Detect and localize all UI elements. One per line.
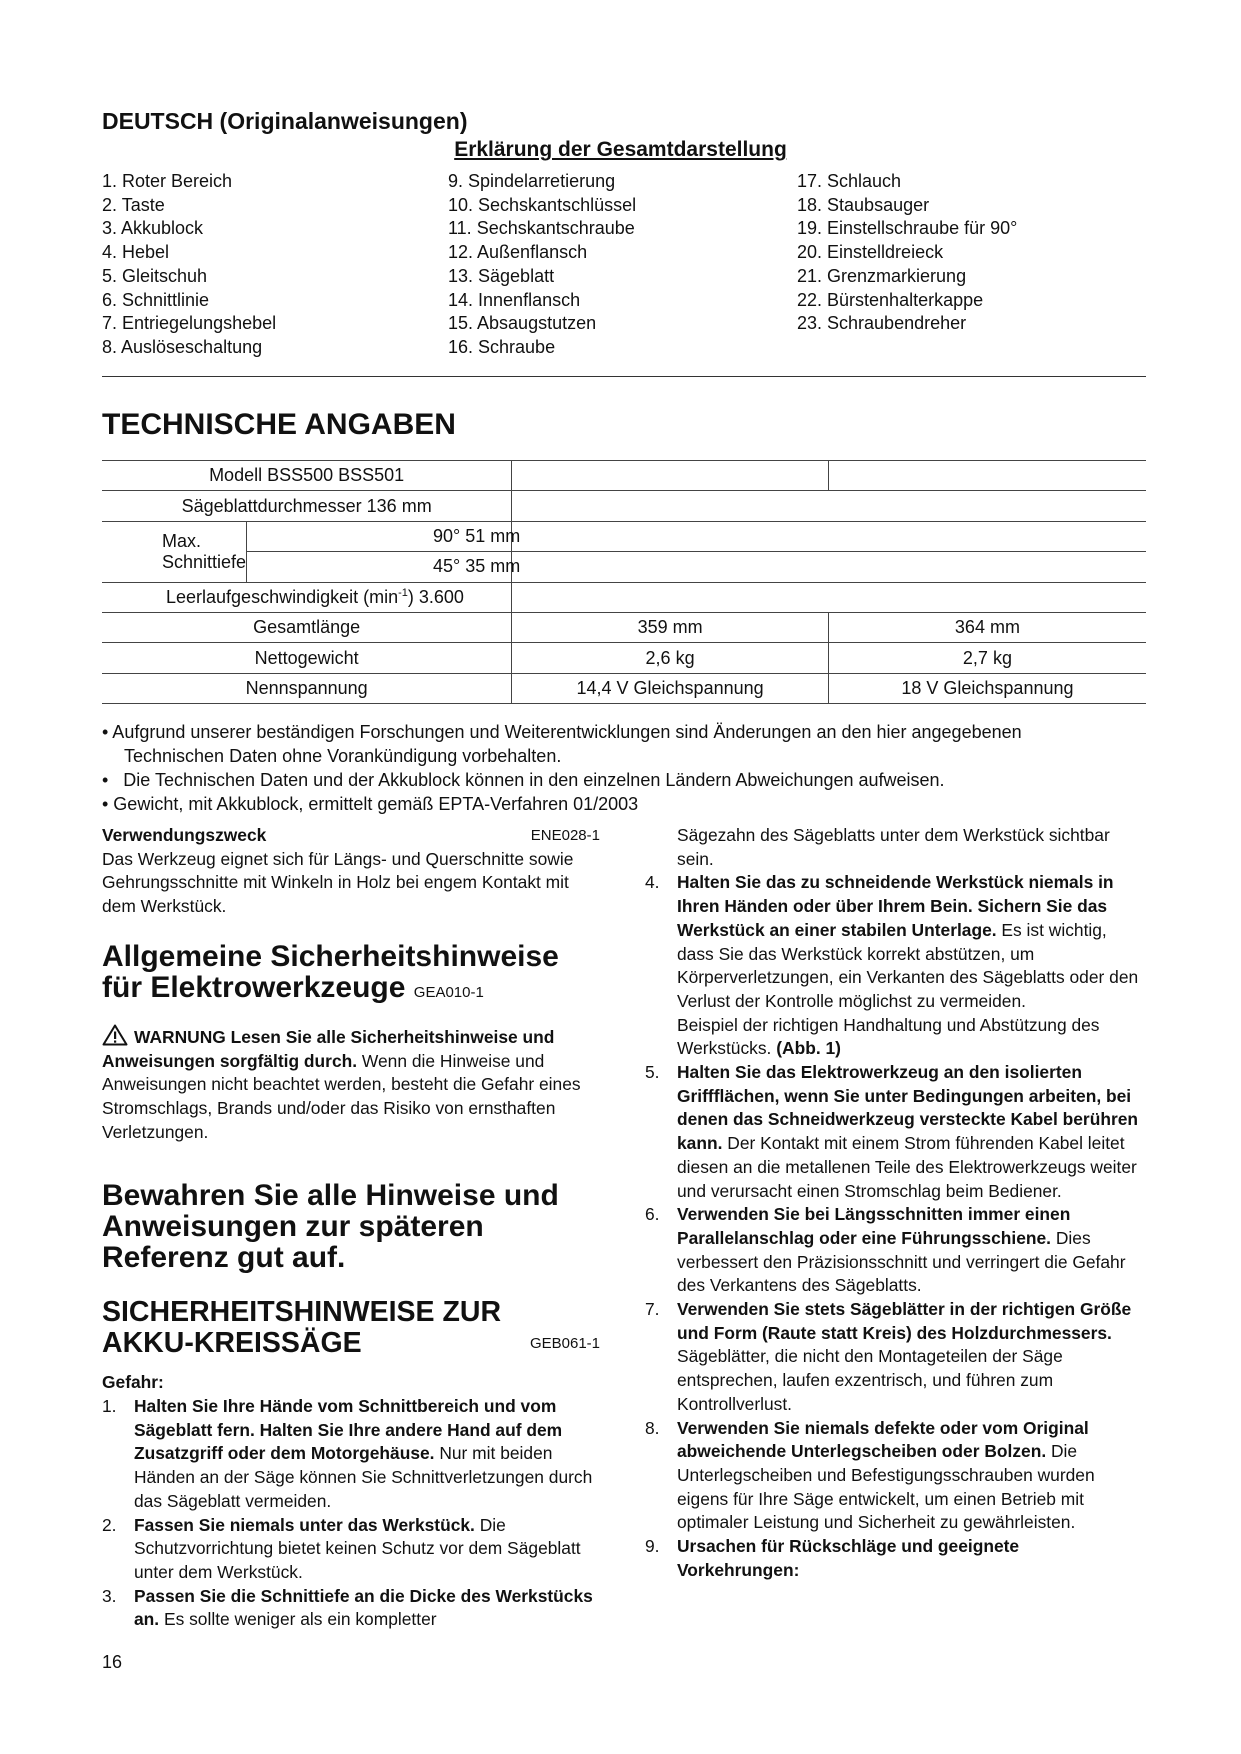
table-cell: Nettogewicht — [102, 643, 512, 673]
table-cell: Modell BSS500 BSS501 — [102, 461, 512, 491]
speed-unit-sup: -1 — [398, 586, 408, 599]
item-number: 5. — [645, 1062, 660, 1083]
table-row — [102, 552, 1146, 582]
overview-column-2 — [448, 170, 636, 360]
section-divider — [102, 376, 1146, 377]
item-bold: Halten Sie das zu schneidende Werkstück niemals in Ihren Händen oder über Ihrem Bein. Sichern Sie das Werkstück an einer stabilen Unterlage. — [677, 872, 1114, 940]
table-cell: Max. Schnittiefe — [102, 521, 247, 582]
warning-bold: WARNUNG Lesen Sie alle Sicherheitshinweise und Anweisungen sorgfältig durch. — [102, 1026, 555, 1071]
list-item: 3. Akkublock — [102, 218, 204, 239]
keep-instructions-heading: Bewahren Sie alle Hinweise und Anweisungen zur späteren Referenz gut auf. — [102, 1179, 559, 1275]
table-cell: Sägeblattdurchmesser 136 mm — [102, 491, 512, 521]
list-item — [645, 1298, 1145, 1417]
table-cell — [102, 582, 512, 612]
list-item — [102, 1514, 600, 1585]
table-cell: 359 mm — [512, 612, 829, 642]
right-column — [645, 824, 1145, 1583]
item-number: 9. — [645, 1536, 660, 1557]
list-item — [645, 871, 1145, 1013]
continued-text: Sägezahn des Sägeblatts unter dem Werkstück sichtbar sein. — [677, 825, 1110, 869]
table-row — [102, 491, 1146, 521]
list-item — [645, 1417, 1145, 1536]
list-item: 13. Sägeblatt — [448, 265, 555, 286]
item-bold: Fassen Sie niemals unter das Werkstück. — [134, 1514, 475, 1535]
table-row — [102, 612, 1146, 642]
danger-label: Gefahr: — [102, 1372, 164, 1393]
general-safety-code: GEA010-1 — [413, 983, 484, 1001]
note: Technischen Daten ohne Vorankündigung vorbehalten. — [124, 746, 562, 766]
list-item: 17. Schlauch — [797, 171, 902, 191]
item-number: 3. — [102, 1585, 117, 1606]
item-number: 8. — [645, 1417, 660, 1438]
list-item: 15. Absaugstutzen — [448, 313, 597, 334]
list-item: 7. Entriegelungshebel — [102, 313, 277, 334]
list-item: 12. Außenflansch — [448, 242, 588, 263]
general-safety-heading: Allgemeine Sicherheitshinweise — [102, 939, 559, 973]
item-bold: Verwenden Sie niemals defekte oder vom Original abweichende Unterlegscheiben oder Bolzen. — [677, 1417, 1089, 1462]
item-number: 1. — [102, 1396, 117, 1417]
item-number: 2. — [102, 1514, 117, 1535]
warning-text: Wenn die Hinweise und Anweisungen nicht beachtet werden, besteht die Gefahr eines Stromschlags, Brands und/oder das Risiko von ernsthaften Verletzungen. — [102, 1050, 581, 1142]
table-cell — [512, 461, 829, 491]
speed-label: Leerlaufgeschwindigkeit (min — [166, 586, 399, 607]
list-item — [645, 1203, 1145, 1298]
table-row — [102, 461, 1146, 491]
overview-column-1 — [102, 170, 276, 360]
item-text: Es sollte weniger als ein kompletter — [159, 1609, 437, 1630]
saw-safety-heading-2: AKKU-KREISSÄGE — [102, 1327, 362, 1360]
table-row — [102, 643, 1146, 673]
item-text: Sägeblätter, die nicht den Montageteilen der Säge entsprechen, laufen exzentrisch, und führen zum Kontrollverlust. — [677, 1346, 1063, 1414]
item-number: 7. — [645, 1299, 660, 1320]
item-bold: Halten Sie Ihre Hände vom Schnittbereich und vom Sägeblatt fern. Halten Sie Ihre andere Hand auf dem Zusatzgriff oder dem Motorgehäuse. — [134, 1396, 563, 1464]
table-cell: 2,7 kg — [828, 643, 1146, 673]
left-column — [102, 824, 600, 1632]
specs-table — [102, 460, 1146, 704]
list-item — [102, 1585, 600, 1632]
list-item: 18. Staubsauger — [797, 194, 930, 215]
table-cell — [247, 521, 521, 551]
table-row — [102, 582, 1146, 612]
item-bold: Halten Sie das Elektrowerkzeug an den isolierten Griffflächen, wenn Sie unter Bedingungen arbeiten, bei denen das Schneidwerkzeug versteckte Kabel berühren kann. — [677, 1062, 1139, 1154]
table-cell: Gesamtlänge — [102, 612, 512, 642]
item-text: Dies verbessert den Präzisionsschnitt und verringert die Gefahr des Verkantens des Sägeblatts. — [677, 1227, 1126, 1296]
item-text: Beispiel der richtigen Handhaltung und Abstützung des Werkstücks. — [677, 1014, 1100, 1059]
table-cell — [247, 552, 521, 582]
speed-value: ) 3.600 — [407, 586, 464, 607]
list-item: 20. Einstelldreieck — [797, 242, 944, 263]
list-item — [102, 1395, 600, 1514]
list-item: 5. Gleitschuh — [102, 265, 208, 286]
item-text: Die Unterlegscheiben und Befestigungsschrauben wurden eigens für Ihre Säge entwickelt, um einen Betrieb mit optimaler Leistung und Sicherheit zu gewährleisten. — [677, 1441, 1095, 1533]
table-cell — [512, 582, 1146, 612]
item-text: Die Schutzvorrichtung bietet keinen Schutz vor dem Sägeblatt unter dem Werkstück. — [134, 1514, 581, 1582]
table-cell: 2,6 kg — [512, 643, 829, 673]
note: • Gewicht, mit Akkublock, ermittelt gemäß EPTA-Verfahren 01/2003 — [102, 794, 639, 814]
saw-safety-code: GEB061-1 — [529, 1334, 600, 1352]
item-number: 6. — [645, 1204, 660, 1225]
saw-safety-heading: SICHERHEITSHINWEISE ZUR — [102, 1296, 502, 1329]
list-item: 11. Sechskantschraube — [448, 218, 635, 239]
list-item: 1. Roter Bereich — [102, 171, 233, 191]
cut-90-value: 90° 51 mm — [433, 525, 521, 546]
general-safety-heading-2 — [102, 972, 600, 1008]
item-text: Nur mit beiden Händen an der Säge können Sie Schnittverletzungen durch das Sägeblatt vermeiden. — [134, 1443, 593, 1511]
note: • Die Technischen Daten und der Akkublock können in den einzelnen Ländern Abweichungen aufweisen. — [102, 770, 945, 790]
item-number: 4. — [645, 872, 660, 893]
use-text: Das Werkzeug eignet sich für Längs- und Querschnitte sowie Gehrungsschnitte mit Winkeln in Holz bei engem Kontakt mit dem Werkstück. — [102, 848, 574, 917]
table-cell: 18 V Gleichspannung — [828, 673, 1146, 703]
table-cell — [512, 491, 1146, 521]
table-cell — [512, 552, 1146, 582]
specs-heading: TECHNISCHE ANGABEN — [102, 408, 456, 441]
item-bold: Verwenden Sie stets Sägeblätter in der richtigen Größe und Form (Raute statt Kreis) des Holzdurchmessers. — [677, 1299, 1132, 1343]
list-item: 21. Grenzmarkierung — [797, 265, 967, 286]
table-cell — [828, 461, 1146, 491]
list-item: 6. Schnittlinie — [102, 289, 210, 310]
table-cell: 14,4 V Gleichspannung — [512, 673, 829, 703]
list-item: 8. Auslöseschaltung — [102, 336, 263, 357]
list-item: 19. Einstellschraube für 90° — [797, 218, 1018, 239]
list-item: 4. Hebel — [102, 242, 170, 263]
item-bold: Ursachen für Rückschläge und geeignete Vorkehrungen: — [677, 1536, 1020, 1580]
language-title: DEUTSCH (Originalanweisungen) — [102, 108, 468, 134]
item-text: Es ist wichtig, dass Sie das Werkstück korrekt abstützen, um Körperverletzungen, ein Verkanten des Sägeblatts oder den Verlust der Kontrolle möglichst zu vermeiden. — [677, 919, 1139, 1011]
list-item: 9. Spindelarretierung — [448, 171, 616, 191]
list-item: 14. Innenflansch — [448, 289, 581, 310]
warning-paragraph — [102, 1024, 600, 1145]
item-bold: Passen Sie die Schnittiefe an die Dicke des Werkstücks an. — [134, 1585, 593, 1630]
page-number: 16 — [102, 1652, 123, 1672]
table-cell: Nennspannung — [102, 673, 512, 703]
use-code: ENE028-1 — [530, 827, 600, 844]
list-item: 16. Schraube — [448, 336, 556, 357]
list-item: 23. Schraubendreher — [797, 313, 967, 334]
note: • Aufgrund unserer beständigen Forschungen und Weiterentwicklungen sind Änderungen an den hier angegebenen — [102, 722, 1022, 742]
figure-reference — [645, 1014, 1145, 1061]
item-text: Der Kontakt mit einem Strom führenden Kabel leitet diesen an die metallenen Teile des Elektrowerkzeugs weiter und verursacht einen Stromschlag beim Bediener. — [677, 1133, 1137, 1201]
spec-notes — [102, 720, 1146, 816]
table-cell — [512, 521, 1146, 551]
cut-45-value: 45° 35 mm — [433, 556, 521, 577]
general-safety-heading-text: für Elektrowerkzeuge — [102, 970, 406, 1004]
item-bold: Verwenden Sie bei Längsschnitten immer einen Parallelanschlag oder eine Führungsschiene. — [677, 1204, 1071, 1248]
list-item: 22. Bürstenhalterkappe — [797, 289, 984, 310]
list-item — [645, 1061, 1145, 1203]
table-row — [102, 673, 1146, 703]
table-row — [102, 521, 1146, 551]
warning-triangle-icon — [102, 1024, 128, 1046]
list-item: 10. Sechskantschlüssel — [448, 194, 637, 215]
list-item — [645, 1535, 1145, 1582]
list-item: 2. Taste — [102, 194, 165, 215]
overview-title: Erklärung der Gesamtdarstellung — [454, 138, 787, 161]
figure-label: (Abb. 1) — [776, 1038, 841, 1059]
use-heading: Verwendungszweck — [102, 825, 267, 845]
table-cell: 364 mm — [828, 612, 1146, 642]
overview-column-3 — [797, 170, 1017, 336]
